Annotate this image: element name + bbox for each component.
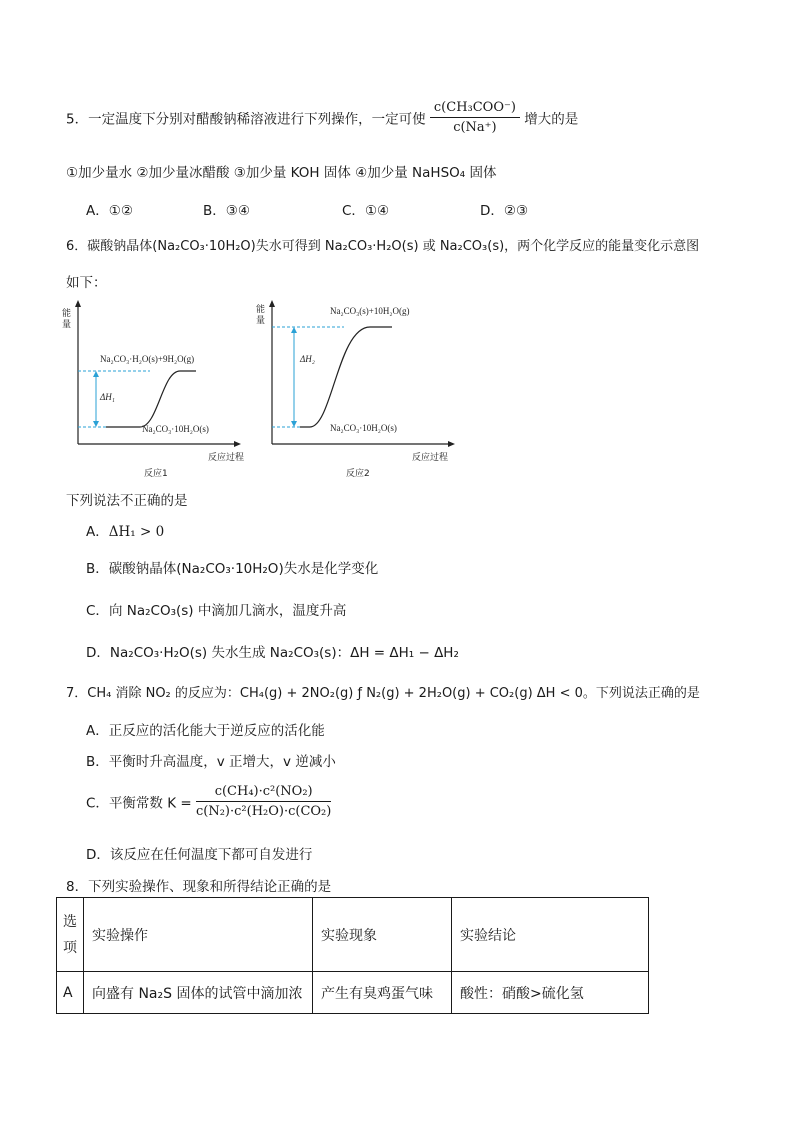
q7-option-a [86, 719, 325, 739]
x-axis-label: 反应过程 [208, 453, 245, 463]
option-label: D． [86, 645, 110, 661]
option-text: 碳酸钠晶体(Na₂CO₃·10H₂O)失水是化学变化 [108, 561, 379, 577]
q5-option-b [203, 199, 250, 219]
option-text: 正反应的活化能大于逆反应的活化能 [108, 723, 325, 739]
reaction-curve [106, 371, 196, 427]
energy-diagram-1 [58, 300, 258, 480]
q8-stem: 8．下列实验操作、现象和所得结论正确的是 [66, 879, 332, 895]
q5-stem [66, 100, 578, 135]
q6-stem-line2: 如下： [66, 275, 107, 291]
option-label: B． [86, 561, 109, 577]
q6-option-c [86, 599, 346, 619]
option-label: C． [86, 795, 109, 812]
q5-frac-den: c(Na⁺) [453, 120, 497, 135]
q7-option-d [86, 843, 312, 863]
q6-question: 下列说法不正确的是 [66, 493, 188, 509]
q6-option-d [86, 641, 459, 661]
diagram-caption: 反应2 [346, 469, 370, 479]
option-label: D． [86, 847, 110, 863]
option-text: 平衡常数 K = [108, 795, 192, 812]
table-row [57, 972, 649, 1014]
q5-stem-before: 5．一定温度下分别对醋酸钠稀溶液进行下列操作，一定可使 [66, 111, 426, 128]
q6-option-a [86, 520, 164, 540]
option-label: A． [86, 723, 109, 739]
y-axis-arrowhead [269, 300, 275, 307]
option-text: ①④ [364, 203, 390, 219]
reaction-curve [300, 327, 392, 427]
option-label: A． [86, 524, 109, 540]
option-label: A． [86, 203, 109, 219]
table-header-row [57, 898, 649, 972]
table-cell: 产生有臭鸡蛋气味 [313, 972, 452, 1014]
option-label: C． [342, 203, 365, 219]
option-label: D． [480, 203, 504, 219]
x-axis-arrowhead [234, 441, 241, 447]
q6-option-b [86, 557, 378, 577]
arrowhead-up [291, 327, 297, 333]
k-denominator: c(N₂)·c²(H₂O)·c(CO₂) [195, 804, 332, 819]
arrowhead-up [93, 371, 99, 377]
q5-option-a [86, 199, 133, 219]
option-text: 平衡时升高温度，v 正增大，v 逆减小 [108, 754, 336, 770]
q5-frac-num: c(CH₃COO⁻) [430, 100, 520, 118]
y-axis-label: 能量 [256, 305, 266, 326]
q7-option-b [86, 750, 336, 770]
delta-h-label: ΔH₁ [100, 392, 115, 402]
table-cell: 向盛有 Na₂S 固体的试管中滴加浓 [84, 972, 313, 1014]
option-text: 该反应在任何温度下都可自发进行 [109, 847, 313, 863]
q5-stem-after: 增大的是 [524, 111, 579, 128]
q7-stem: 7．CH₄ 消除 NO₂ 的反应为：CH₄(g) + 2NO₂(g) ƒ N₂(g) + 2H₂O(g) + CO₂(g) ΔH < 0。下列说法正确的是 [66, 686, 700, 701]
header-cell-conclusion: 实验结论 [452, 898, 649, 972]
option-text: ③④ [225, 203, 250, 219]
q6-stem-line1: 6．碳酸钠晶体(Na₂CO₃·10H₂O)失水可得到 Na₂CO₃·H₂O(s) 或 Na₂CO₃(s)，两个化学反应的能量变化示意图 [66, 239, 700, 254]
option-label: C． [86, 603, 109, 619]
lower-level-label: Na₂CO₃·10H₂O(s) [142, 424, 209, 434]
table-cell: 酸性：硝酸>硫化氢 [452, 972, 649, 1014]
q7-option-c [86, 784, 331, 819]
table-cell: A [57, 972, 84, 1014]
x-axis-arrowhead [448, 441, 455, 447]
arrowhead-down [93, 421, 99, 427]
option-label: B． [203, 203, 226, 219]
equilibrium-constant-fraction [196, 784, 331, 819]
q5-operations: ①加少量水 ②加少量冰醋酸 ③加少量 KOH 固体 ④加少量 NaHSO₄ 固体 [66, 165, 497, 181]
y-axis-arrowhead [75, 300, 81, 307]
option-text: Na₂CO₃·H₂O(s) 失水生成 Na₂CO₃(s)：ΔH = ΔH₁ − ΔH₂ [109, 645, 459, 661]
upper-level-label: Na₂CO₃(s)+10H₂O(g) [330, 306, 410, 316]
option-label: B． [86, 754, 109, 770]
q5-option-c [342, 199, 389, 219]
q5-option-d [480, 199, 528, 219]
header-cell-operation: 实验操作 [84, 898, 313, 972]
delta-h-label: ΔH₂ [300, 354, 315, 364]
lower-level-label: Na₂CO₃·10H₂O(s) [330, 423, 397, 433]
energy-diagram-2 [252, 300, 462, 480]
arrowhead-down [291, 421, 297, 427]
diagram-caption: 反应1 [144, 469, 168, 479]
header-cell-phenomenon: 实验现象 [313, 898, 452, 972]
option-text: ①② [108, 203, 133, 219]
option-text: ②③ [503, 203, 529, 219]
option-text: ΔH₁ > 0 [108, 524, 165, 540]
option-text: 向 Na₂CO₃(s) 中滴加几滴水，温度升高 [108, 603, 347, 619]
y-axis-label: 能量 [62, 309, 72, 330]
k-numerator: c(CH₄)·c²(NO₂) [196, 784, 331, 802]
q5-fraction [430, 100, 520, 135]
experiment-table [56, 897, 649, 1014]
x-axis-label: 反应过程 [412, 453, 449, 463]
header-cell-option: 选项 [57, 898, 84, 972]
upper-level-label: Na₂CO₃·H₂O(s)+9H₂O(g) [100, 354, 195, 364]
